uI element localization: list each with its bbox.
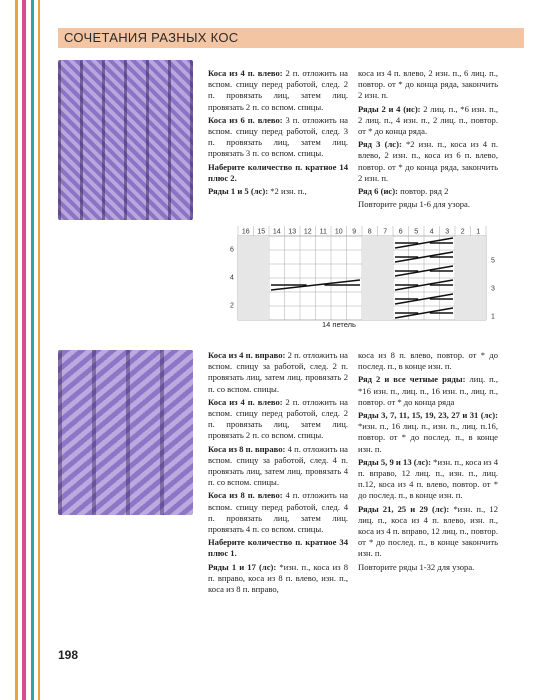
chart-row-number: 4	[230, 274, 234, 282]
instruction-heading: Коса из 6 п. влево:	[208, 114, 286, 125]
purl-column	[238, 236, 254, 320]
instruction-paragraph	[358, 374, 498, 408]
instruction-paragraph	[208, 444, 348, 489]
instruction-paragraph	[208, 537, 348, 559]
instruction-text: *изн. п., 12 лиц. п., коса из 4 п. влево, изн. п., коса из 4 п. вправо, 12 лиц. п., повтор. от * до послед. п., в конце закончить изн. п.	[358, 503, 498, 559]
instruction-text: 3 п. отложить на вспом. спицу перед работой, след. 3 п. провязать лиц, затем лиц. провязать 3 п. со вспом. спицы.	[208, 114, 348, 159]
instruction-text: 2 лиц. п., *6 изн. п., 2 лиц. п., 4 изн. п., 2 лиц. п., повтор. от * до конца ряда.	[358, 103, 498, 137]
instruction-heading: Коса из 4 п. вправо:	[208, 350, 288, 360]
instruction-text: коса из 8 п. влево, повтор. от * до послед. п., в конце изн. п.	[358, 350, 498, 372]
chart-row-number: 3	[491, 285, 495, 293]
instruction-text: *2 изн. п., коса из 4 п. влево, 2 изн. п., коса из 6 п. влево, повтор. от * до конца ряда, закончить 2 изн. п.	[358, 139, 498, 183]
chart-row-number: 6	[230, 246, 234, 254]
instruction-paragraph	[208, 68, 348, 113]
chart-row-number: 1	[491, 313, 495, 321]
chart-column-number: 3	[445, 228, 450, 236]
knit-sample-photo	[58, 350, 193, 515]
instructions-column	[208, 350, 348, 597]
page-number: 198	[58, 648, 79, 662]
instructions-column	[208, 68, 348, 199]
instruction-heading: Ряды 2 и 4 (ис):	[358, 103, 424, 114]
decorative-stripe	[15, 0, 18, 700]
instructions-column	[358, 68, 498, 212]
knit-sample-photo	[58, 60, 193, 220]
instruction-heading: Коса из 8 п. влево:	[208, 490, 286, 501]
instruction-text: *2 изн. п.,	[270, 186, 307, 197]
instruction-paragraph	[358, 350, 498, 372]
instruction-heading: Ряды 1 и 5 (лс):	[208, 186, 271, 197]
instructions-column	[358, 350, 498, 575]
instruction-heading: Коса из 4 п. влево:	[208, 68, 286, 78]
chart-column-number: 1	[476, 228, 481, 236]
instruction-text: *изн. п., коса из 8 п. вправо, коса из 8 п. влево, изн. п., коса из 8 п. вправо,	[208, 561, 348, 595]
instruction-heading: Коса из 8 п. вправо:	[208, 443, 288, 454]
chart-column-number: 9	[352, 228, 357, 236]
instruction-heading: Ряды 1 и 17 (лс):	[208, 561, 280, 572]
chart-column-number: 5	[414, 228, 419, 236]
instruction-paragraph	[358, 68, 498, 102]
chart-caption: 14 петель	[322, 320, 356, 329]
chart-column-number: 7	[383, 228, 388, 236]
chart-column-number: 13	[288, 228, 297, 236]
instruction-text: коса из 4 п. влево, 2 изн. п., 6 лиц. п., повтор. от * до конца ряда, закончить 2 изн. п.	[358, 68, 498, 101]
instruction-heading: Ряд 6 (ис):	[358, 186, 401, 197]
instruction-paragraph	[358, 199, 498, 210]
instruction-heading: Ряд 3 (лс):	[358, 139, 406, 150]
chart-column-number: 4	[429, 228, 434, 236]
page-title: СОЧЕТАНИЯ РАЗНЫХ КОС	[64, 30, 239, 45]
instruction-text: Повторите ряды 1-6 для узора.	[358, 199, 471, 210]
instruction-text: 4 п. отложить на вспом. спицу за работой, след. 4 п. провязать лиц, затем лиц. провязать 4 п. со вспом. спицы.	[208, 443, 348, 488]
instruction-paragraph	[358, 504, 498, 560]
purl-column	[455, 236, 471, 320]
instruction-text: повтор. ряд 2	[400, 186, 449, 197]
instruction-text: *изн. п., 16 лиц. п., изн. п., лиц. п.16, повтор. от * до послед. п., в конце изн. п.	[358, 421, 498, 454]
instruction-paragraph	[358, 139, 498, 184]
instruction-paragraph	[208, 115, 348, 160]
decorative-stripe	[31, 0, 34, 700]
instruction-heading: Наберите количество п. кратное 34 плюс 1.	[208, 537, 348, 559]
knitting-chart	[228, 226, 495, 321]
instruction-paragraph	[358, 457, 498, 502]
chart-column-number: 16	[241, 228, 250, 236]
purl-column	[378, 236, 394, 320]
instruction-text: 2 п. отложить на вспом. спицу за работой, след. 2 п. провязать лиц, затем лиц. провязать 2 п. со вспом. спицы.	[208, 350, 348, 394]
instruction-paragraph	[208, 562, 348, 596]
instruction-paragraph	[208, 490, 348, 535]
instruction-paragraph	[208, 162, 348, 184]
chart-row-number: 2	[230, 302, 234, 310]
instruction-text: 2 п. отложить на вспом. спицу перед работой, след. 2 п. провязать лиц, затем лиц. провязать 2 п. со вспом. спицы.	[208, 68, 348, 112]
instruction-heading: Наберите количество п. кратное 14 плюс 2.	[208, 161, 348, 183]
instruction-heading: Ряды 21, 25 и 29 (лс):	[358, 503, 454, 514]
chart-column-number: 15	[257, 228, 266, 236]
decorative-stripe	[38, 0, 40, 700]
instruction-text: лиц. п., *16 изн. п., лиц. п., 16 изн. п., лиц. п., повтор. от * до конца ряда	[358, 374, 498, 407]
instruction-paragraph	[358, 410, 498, 455]
instruction-paragraph	[208, 397, 348, 442]
instruction-heading: Ряд 2 и все четные ряды:	[358, 374, 470, 385]
chart-column-number: 2	[460, 228, 465, 236]
instruction-text: 2 п. отложить на вспом. спицу перед работой, след. 2 п. провязать лиц, затем лиц. провязать 2 п. со вспом. спицы.	[208, 396, 348, 441]
purl-column	[254, 236, 270, 320]
purl-column	[471, 236, 487, 320]
instruction-paragraph	[358, 186, 498, 197]
instruction-text: Повторите ряды 1-32 для узора.	[358, 561, 475, 572]
chart-column-number: 10	[334, 228, 343, 236]
instruction-paragraph	[208, 350, 348, 395]
instruction-text: 4 п. отложить на вспом. спицу перед работой, след. 4 п. провязать лиц, затем лиц. провязать 4 п. со вспом. спицы.	[208, 490, 348, 535]
instruction-paragraph	[208, 186, 348, 197]
chart-column-number: 6	[398, 228, 403, 236]
decorative-stripe	[22, 0, 26, 700]
chart-column-number: 11	[319, 228, 327, 236]
instruction-heading: Ряды 3, 7, 11, 15, 19, 23, 27 и 31 (лс):	[358, 410, 498, 421]
chart-column-number: 12	[303, 228, 312, 236]
instruction-paragraph	[358, 104, 498, 138]
chart-column-number: 14	[272, 228, 281, 236]
instruction-text: *изн. п., коса из 4 п. вправо, 12 лиц. п., изн. п., лиц. п.12, коса из 4 п. влево, повтор. от * до послед. п., в конце изн. п.	[358, 456, 498, 501]
chart-row-number: 5	[491, 257, 495, 265]
chart-column-number: 8	[367, 228, 372, 236]
instruction-paragraph	[358, 562, 498, 573]
section-header	[58, 28, 524, 48]
purl-column	[362, 236, 378, 320]
instruction-heading: Коса из 4 п. влево:	[208, 396, 286, 407]
instruction-heading: Ряды 5, 9 и 13 (лс):	[358, 456, 434, 467]
